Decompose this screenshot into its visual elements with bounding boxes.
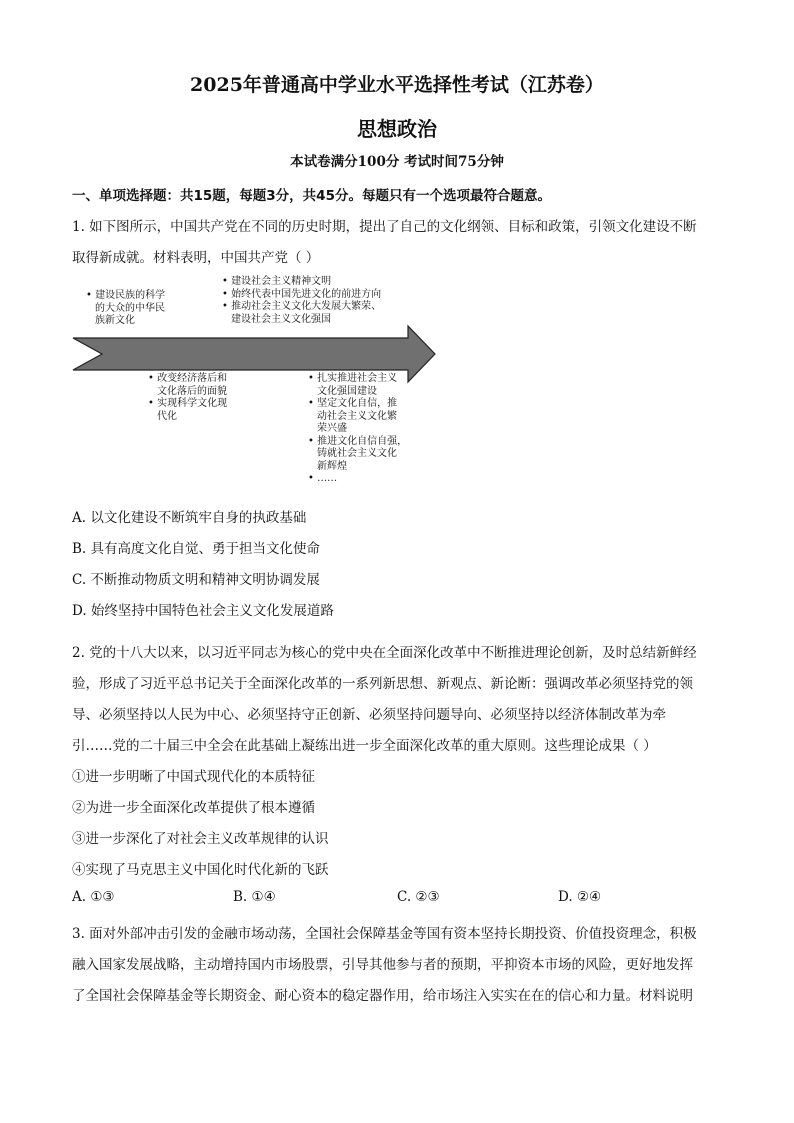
q2-stem-line: 2. 党的十八大以来，以习近平同志为核心的党中央在全面深化改革中不断推进理论创新，及时总结新鲜经 — [72, 645, 697, 661]
stage2-text: • 改变经济落后和 文化落后的面貌 • 实现科学文化现 代化 — [148, 373, 228, 422]
q2-item-3: ③进一步深化了对社会主义改革规律的认识 — [72, 831, 329, 847]
section-heading: 一、单项选择题：共15题，每题3分，共45分。每题只有一个选项最符合题意。 — [72, 188, 551, 204]
q2-item-4: ④实现了马克思主义中国化时代化新的飞跃 — [72, 862, 329, 878]
q1-stem-line: 取得新成就。材料表明，中国共产党（ ） — [72, 250, 320, 266]
exam-title: 2025年普通高中学业水平选择性考试（江苏卷） — [190, 74, 604, 96]
q1-option-b[interactable]: B. 具有高度文化自觉、勇于担当文化使命 — [72, 541, 321, 557]
q2-option-b[interactable]: B. ①④ — [233, 889, 276, 905]
q2-stem-line: 导、必须坚持以人民为中心、必须坚持守正创新、必须坚持问题导向、必须坚持以经济体制改革为牵 — [72, 707, 666, 723]
q1-option-d[interactable]: D. 始终坚持中国特色社会主义文化发展道路 — [72, 603, 334, 619]
stage3-text: • 建设社会主义精神文明 • 始终代表中国先进文化的前进方向 • 推动社会主义文化大发展大繁荣、 建设社会主义文化强国 — [222, 276, 382, 325]
q1-stem-line: 1. 如下图所示，中国共产党在不同的历史时期，提出了自己的文化纲领、目标和政策，引领文化建设不断 — [72, 219, 697, 235]
q3-stem-line: 3. 面对外部冲击引发的金融市场动荡，全国社会保障基金等国有资本坚持长期投资、价值投资理念，积极 — [72, 926, 697, 942]
q2-item-2: ②为进一步全面深化改革提供了根本遵循 — [72, 800, 315, 816]
exam-info: 本试卷满分100分 考试时间75分钟 — [290, 154, 504, 170]
stage1-text: • 建设民族的科学 的大众的中华民 族新文化 — [86, 290, 166, 326]
q2-item-1: ①进一步明晰了中国式现代化的本质特征 — [72, 769, 315, 785]
q2-stem-line: 验，形成了习近平总书记关于全面深化改革的一系列新思想、新观点、新论断：强调改革必须坚持党的领 — [72, 676, 693, 692]
q2-option-a[interactable]: A. ①③ — [72, 889, 115, 905]
q3-stem-line: 了全国社会保障基金等长期资金、耐心资本的稳定器作用，给市场注入实实在在的信心和力量。材料说明 — [72, 988, 693, 1004]
q1-option-c[interactable]: C. 不断推动物质文明和精神文明协调发展 — [72, 572, 320, 588]
q1-option-a[interactable]: A. 以文化建设不断筑牢自身的执政基础 — [72, 510, 307, 526]
timeline-diagram — [72, 272, 442, 502]
stage4-text: • 扎实推进社会主义 文化强国建设 • 坚定文化自信，推 动社会主义文化繁 荣兴盛 • 推进文化自信自强， 铸就社会主义文化 新辉煌 • …… — [308, 373, 408, 484]
q2-option-c[interactable]: C. ②③ — [397, 889, 440, 905]
q2-option-d[interactable]: D. ②④ — [558, 889, 602, 905]
subject-title: 思想政治 — [357, 117, 437, 141]
q2-stem-line: 引……党的二十届三中全会在此基础上凝练出进一步全面深化改革的重大原则。这些理论成果（ ） — [72, 738, 657, 754]
q3-stem-line: 融入国家发展战略，主动增持国内市场股票，引导其他参与者的预期，平抑资本市场的风险，更好地发挥 — [72, 957, 693, 973]
